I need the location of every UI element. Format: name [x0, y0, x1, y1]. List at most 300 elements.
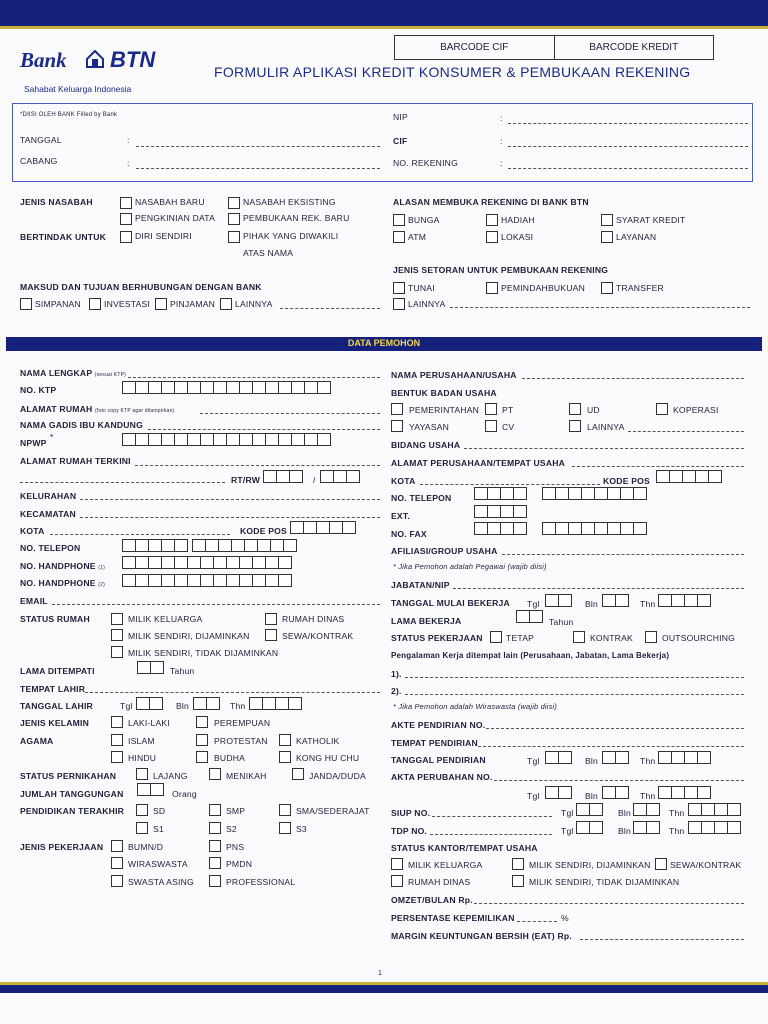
tagline: Sahabat Keluarga Indonesia [24, 84, 132, 94]
kodepos-usaha-cells[interactable] [656, 470, 721, 483]
bumn-checkbox[interactable] [111, 840, 123, 852]
setoran-lainnya-checkbox[interactable] [393, 298, 405, 310]
persen-sign: % [561, 913, 569, 923]
note-wiraswasta: * Jika Pemohon adalah Wiraswasta (wajib diisi) [393, 702, 557, 711]
tanggungan-cells[interactable] [137, 783, 163, 796]
nasabah-eksisting-label: NASABAH EKSISTING [243, 197, 336, 207]
maksud-lainnya-checkbox[interactable] [220, 298, 232, 310]
hp2-label-text: NO. HANDPHONE [20, 578, 96, 588]
milik-keluarga-checkbox[interactable] [111, 613, 123, 625]
outsourcing-checkbox[interactable] [645, 631, 657, 643]
colon: : [127, 158, 130, 168]
janda-checkbox[interactable] [292, 768, 304, 780]
tanggal-field[interactable] [136, 146, 380, 147]
orang-label: Orang [172, 789, 197, 799]
sd-label: SD [153, 806, 166, 816]
perusahaan-label: NAMA PERUSAHAAN/USAHA [391, 370, 517, 380]
house-logo-icon [86, 50, 104, 68]
akte-label: AKTE PENDIRIAN NO. [391, 720, 486, 730]
hadiah-label: HADIAH [501, 215, 535, 225]
kantor-milik-checkbox[interactable] [391, 858, 403, 870]
section-title: DATA PEMOHON [347, 338, 421, 348]
alamat-usaha-field[interactable] [572, 466, 744, 467]
omzet-rp: Rp. [458, 895, 473, 905]
tanggungan-label: JUMLAH TANGGUNGAN [20, 789, 124, 799]
outsourcing-label: OUTSOURCHING [662, 633, 736, 643]
swasta-asing-checkbox[interactable] [111, 875, 123, 887]
jenis-nasabah-label: JENIS NASABAH [20, 197, 93, 207]
alamat-note: (foto copy KTP agar dilampirkan) [95, 408, 175, 414]
tdp-label: TDP NO. [391, 826, 428, 836]
hp2-cells[interactable] [122, 574, 291, 587]
kelamin-label: JENIS KELAMIN [20, 718, 89, 728]
barcode-kredit-label: BARCODE KREDIT [554, 36, 714, 59]
katholik-checkbox[interactable] [279, 734, 291, 746]
telepon-cells-2[interactable] [192, 539, 296, 552]
badan-lainnya-label: LAINNYA [587, 422, 625, 432]
pembukaan-label: PEMBUKAAN REK. BARU [243, 213, 350, 223]
maksud-title: MAKSUD DAN TUJUAN BERHUBUNGAN DENGAN BANK [20, 282, 262, 292]
tdp-tgl-label: Tgl [561, 826, 574, 836]
pmdn-label: PMDN [226, 859, 253, 869]
siup-tgl-label: Tgl [561, 808, 574, 818]
tdp-thn-label: Thn [669, 826, 685, 836]
islam-checkbox[interactable] [111, 734, 123, 746]
tempat-pendirian-field[interactable] [478, 746, 744, 747]
siup-tgl-cells[interactable] [576, 803, 602, 816]
milik-tidak-label: MILIK SENDIRI, TIDAK DIJAMINKAN [128, 648, 279, 658]
tdp-tgl-cells[interactable] [576, 821, 602, 834]
status-kerja-label: STATUS PEKERJAAN [391, 633, 483, 643]
pemerintahan-label: PEMERINTAHAN [409, 405, 480, 415]
alamat-label-text: ALAMAT RUMAH [20, 404, 93, 414]
nasabah-baru-checkbox[interactable] [120, 197, 132, 209]
p1-label: 1). [391, 669, 402, 679]
hp2-note: (2) [98, 582, 105, 588]
pengalaman-2-field[interactable] [405, 694, 744, 695]
hp1-cells[interactable] [122, 556, 291, 569]
siup-bln-cells[interactable] [633, 803, 659, 816]
tetap-label: TETAP [506, 633, 535, 643]
logo-btn-text: BTN [110, 47, 156, 72]
tgl-lahir-label: TANGGAL LAHIR [20, 701, 93, 711]
tanggal-label: TANGGAL [20, 135, 62, 145]
bunga-checkbox[interactable] [393, 214, 405, 226]
laki-label: LAKI-LAKI [128, 718, 170, 728]
professional-checkbox[interactable] [209, 875, 221, 887]
kecamatan-field[interactable] [80, 517, 380, 518]
pihak-checkbox[interactable] [228, 231, 240, 243]
mulai-bln-cells[interactable] [602, 594, 628, 607]
status-kantor-label: STATUS KANTOR/TEMPAT USAHA [391, 843, 538, 853]
kantor-milik-label: MILIK KELUARGA [408, 860, 483, 870]
ext-cells[interactable] [474, 505, 526, 518]
ktp-cells[interactable] [122, 381, 330, 394]
pengalaman-1-field[interactable] [405, 677, 744, 678]
tempat-lahir-label: TEMPAT LAHIR [20, 684, 86, 694]
pendirian-tgl-cells[interactable] [545, 751, 571, 764]
barcode-box [394, 35, 714, 60]
top-banner [0, 0, 768, 26]
margin-label-text: MARGIN KEUNTUNGAN BERSIH (EAT) [391, 931, 555, 941]
perubahan-field[interactable] [494, 780, 744, 781]
tdp-field[interactable] [430, 834, 552, 835]
colon: : [127, 135, 130, 145]
no-rekening-field[interactable] [508, 168, 748, 169]
simpanan-checkbox[interactable] [20, 298, 32, 310]
nip-field[interactable] [508, 123, 748, 124]
siup-thn-cells[interactable] [688, 803, 740, 816]
kodepos-usaha-label: KODE POS [603, 476, 650, 486]
kantor-dinas-label: RUMAH DINAS [408, 877, 471, 887]
setoran-lainnya-field[interactable] [450, 307, 750, 308]
afiliasi-label: AFILIASI/GROUP USAHA [391, 546, 498, 556]
lokasi-checkbox[interactable] [486, 231, 498, 243]
syarat-label: SYARAT KREDIT [616, 215, 686, 225]
konghucu-checkbox[interactable] [279, 751, 291, 763]
s2-checkbox[interactable] [209, 822, 221, 834]
bumn-label: BUMN/D [128, 842, 164, 852]
protestan-label: PROTESTAN [214, 736, 268, 746]
thn-cells[interactable] [249, 697, 301, 710]
perempuan-label: PEREMPUAN [214, 718, 271, 728]
tgl-cells[interactable] [136, 697, 162, 710]
perubahan-thn-cells[interactable] [658, 786, 710, 799]
siup-field[interactable] [432, 816, 552, 817]
cif-label: CIF [393, 136, 408, 146]
siup-thn-label: Thn [669, 808, 685, 818]
pinjaman-checkbox[interactable] [155, 298, 167, 310]
laki-checkbox[interactable] [111, 716, 123, 728]
telepon-usaha-cells-1[interactable] [474, 487, 526, 500]
bank-use-box [12, 103, 753, 182]
pengkinian-checkbox[interactable] [120, 213, 132, 225]
slash: / [313, 475, 316, 485]
alamat-kini-label: ALAMAT RUMAH TERKINI [20, 456, 131, 466]
jabatan-field[interactable] [453, 588, 744, 589]
ktp-label: NO. KTP [20, 385, 57, 395]
email-field[interactable] [52, 604, 380, 605]
alamat-field[interactable] [200, 413, 380, 414]
bln-label: Bln [176, 701, 190, 711]
hp1-label-text: NO. HANDPHONE [20, 561, 96, 571]
pekerjaan-label: JENIS PEKERJAAN [20, 842, 104, 852]
swasta-asing-label: SWASTA ASING [128, 877, 194, 887]
colon: : [500, 136, 503, 146]
menikah-label: MENIKAH [226, 771, 267, 781]
margin-field[interactable] [580, 939, 744, 940]
kantor-milik-jamin-checkbox[interactable] [512, 858, 524, 870]
janda-label: JANDA/DUDA [309, 771, 366, 781]
pembukaan-checkbox[interactable] [228, 213, 240, 225]
koperasi-label: KOPERASI [673, 405, 719, 415]
fax-label: NO. FAX [391, 529, 427, 539]
alamat-usaha-label: ALAMAT PERUSAHAAN/TEMPAT USAHA [391, 458, 566, 468]
rt-cells[interactable] [263, 470, 302, 483]
pengkinian-label: PENGKINIAN DATA [135, 213, 216, 223]
hp2-label [20, 578, 105, 588]
s3-label: S3 [296, 824, 307, 834]
budha-checkbox[interactable] [196, 751, 208, 763]
colon: : [500, 113, 503, 123]
agama-label: AGAMA [20, 736, 54, 746]
npwp-star: * [50, 432, 54, 442]
omzet-label [391, 895, 473, 905]
sewa-label: SEWA/KONTRAK [282, 631, 354, 641]
perusahaan-field[interactable] [522, 378, 744, 379]
nasabah-eksisting-checkbox[interactable] [228, 197, 240, 209]
npwp-cells[interactable] [122, 433, 330, 446]
rw-cells[interactable] [320, 470, 359, 483]
lama-label: LAMA DITEMPATI [20, 666, 95, 676]
sma-label: SMA/SEDERAJAT [296, 806, 370, 816]
diri-sendiri-checkbox[interactable] [120, 231, 132, 243]
nama-label [20, 368, 126, 378]
perubahan-label: AKTA PERUBAHAN NO. [391, 772, 493, 782]
pendirian-bln-label: Bln [585, 756, 599, 766]
mulai-bln-label: Bln [585, 599, 599, 609]
pns-label: PNS [226, 842, 245, 852]
nama-note: (sesuai KTP) [94, 372, 126, 378]
tdp-thn-cells[interactable] [688, 821, 740, 834]
hindu-checkbox[interactable] [111, 751, 123, 763]
lajang-checkbox[interactable] [136, 768, 148, 780]
kota-usaha-label: KOTA [391, 476, 416, 486]
mulai-tgl-label: Tgl [527, 599, 540, 609]
tetap-checkbox[interactable] [490, 631, 502, 643]
perubahan-bln-label: Bln [585, 791, 599, 801]
cv-checkbox[interactable] [485, 420, 497, 432]
tdp-bln-cells[interactable] [633, 821, 659, 834]
ext-label: EXT. [391, 511, 410, 521]
menikah-checkbox[interactable] [209, 768, 221, 780]
bln-cells[interactable] [193, 697, 219, 710]
lama-bekerja-label: LAMA BEKERJA [391, 616, 462, 626]
atm-checkbox[interactable] [393, 231, 405, 243]
yayasan-label: YAYASAN [409, 422, 450, 432]
sd-checkbox[interactable] [136, 804, 148, 816]
setoran-title: JENIS SETORAN UNTUK PEMBUKAAN REKENING [393, 265, 609, 275]
hadiah-checkbox[interactable] [486, 214, 498, 226]
yayasan-checkbox[interactable] [391, 420, 403, 432]
no-rekening-label: NO. REKENING [393, 158, 458, 168]
logo-bank-text: Bank [20, 48, 67, 72]
islam-label: ISLAM [128, 736, 155, 746]
nikah-label: STATUS PERNIKAHAN [20, 771, 117, 781]
omzet-field[interactable] [474, 903, 744, 904]
kota-field[interactable] [50, 534, 230, 535]
rumah-dinas-checkbox[interactable] [265, 613, 277, 625]
omzet-label-text: OMZET/BULAN [391, 895, 456, 905]
section-bar [6, 337, 762, 351]
pmdn-checkbox[interactable] [209, 857, 221, 869]
ud-label: UD [587, 405, 600, 415]
fax-cells-1[interactable] [474, 522, 526, 535]
kodepos-cells[interactable] [290, 521, 355, 534]
pendirian-thn-cells[interactable] [658, 751, 710, 764]
badan-lainnya-field[interactable] [628, 431, 744, 432]
kota-usaha-field[interactable] [420, 484, 600, 485]
form-title: FORMULIR APLIKASI KREDIT KONSUMER & PEMBUKAAN REKENING [214, 64, 691, 80]
pemerintahan-checkbox[interactable] [391, 403, 403, 415]
persen-field[interactable] [517, 921, 557, 922]
protestan-checkbox[interactable] [196, 734, 208, 746]
p2-label: 2). [391, 686, 402, 696]
akte-field[interactable] [486, 728, 744, 729]
kelurahan-field[interactable] [80, 499, 380, 500]
badan-lainnya-checkbox[interactable] [569, 420, 581, 432]
kecamatan-label: KECAMATAN [20, 509, 76, 519]
pendirian-tgl-label: Tgl [527, 756, 540, 766]
alamat-label [20, 404, 174, 414]
lama-bekerja-cells[interactable] [516, 610, 542, 623]
telepon-usaha-label: NO. TELEPON [391, 493, 452, 503]
kantor-milik-tidak-label: MILIK SENDIRI, TIDAK DIJAMINKAN [529, 877, 680, 887]
tempat-lahir-field[interactable] [85, 692, 380, 693]
alasan-title: ALASAN MEMBUKA REKENING DI BANK BTN [393, 197, 589, 207]
transfer-checkbox[interactable] [601, 282, 613, 294]
bidang-field[interactable] [464, 448, 744, 449]
diri-sendiri-label: DIRI SENDIRI [135, 231, 192, 241]
barcode-cif-label: BARCODE CIF [440, 42, 509, 53]
bunga-label: BUNGA [408, 215, 440, 225]
rtrw-label: RT/RW [231, 475, 261, 485]
setoran-lainnya-label: LAINNYA [408, 299, 446, 309]
ibu-label: NAMA GADIS IBU KANDUNG [20, 420, 143, 430]
pengalaman-label: Pengalaman Kerja ditempat lain (Perusahaan, Jabatan, Lama Bekerja) [391, 651, 670, 660]
fax-cells-2[interactable] [542, 522, 646, 535]
kantor-milik-jamin-label: MILIK SENDIRI, DIJAMINKAN [529, 860, 651, 870]
ibu-field[interactable] [148, 429, 380, 430]
status-rumah-label: STATUS RUMAH [20, 614, 90, 624]
pinjaman-label: PINJAMAN [170, 299, 216, 309]
smp-label: SMP [226, 806, 246, 816]
hp1-label [20, 561, 105, 571]
alamat-kini-field-2[interactable] [20, 482, 225, 483]
maksud-lainnya-label: LAINNYA [235, 299, 273, 309]
cabang-label: CABANG [20, 156, 58, 166]
milik-jamin-checkbox[interactable] [111, 629, 123, 641]
kantor-milik-tidak-checkbox[interactable] [512, 875, 524, 887]
kontrak-label: KONTRAK [590, 633, 633, 643]
tahun-label: Tahun [170, 666, 195, 676]
milik-jamin-label: MILIK SENDIRI, DIJAMINKAN [128, 631, 250, 641]
nasabah-baru-label: NASABAH BARU [135, 197, 205, 207]
jabatan-label: JABATAN/NIP [391, 580, 450, 590]
layanan-label: LAYANAN [616, 232, 657, 242]
alamat-kini-field[interactable] [135, 465, 380, 466]
konghucu-label: KONG HU CHU [296, 753, 360, 763]
perempuan-checkbox[interactable] [196, 716, 208, 728]
kelurahan-label: KELURAHAN [20, 491, 77, 501]
layanan-checkbox[interactable] [601, 231, 613, 243]
cv-label: CV [502, 422, 515, 432]
email-label: EMAIL [20, 596, 48, 606]
transfer-label: TRANSFER [616, 283, 664, 293]
sma-checkbox[interactable] [279, 804, 291, 816]
budha-label: BUDHA [214, 753, 246, 763]
bidang-label: BIDANG USAHA [391, 440, 461, 450]
lama-cells[interactable] [137, 661, 163, 674]
tempat-pendirian-label: TEMPAT PENDIRIAN [391, 738, 478, 748]
cabang-field[interactable] [136, 168, 380, 169]
bertindak-label: BERTINDAK UNTUK [20, 232, 107, 242]
pemindah-checkbox[interactable] [486, 282, 498, 294]
tdp-bln-label: Bln [618, 826, 632, 836]
colon: : [500, 158, 503, 168]
mulai-thn-cells[interactable] [658, 594, 710, 607]
pt-label: PT [502, 405, 514, 415]
telepon-cells-1[interactable] [122, 539, 187, 552]
pendidikan-label: PENDIDIKAN TERAKHIR [20, 806, 125, 816]
mulai-tgl-cells[interactable] [545, 594, 571, 607]
note-pegawai: * Jika Pemohon adalah Pegawai (wajib diisi) [393, 562, 547, 571]
mulai-thn-label: Thn [640, 599, 656, 609]
page-number: 1 [378, 970, 383, 977]
milik-tidak-checkbox[interactable] [111, 646, 123, 658]
syarat-checkbox[interactable] [601, 214, 613, 226]
milik-keluarga-label: MILIK KELUARGA [128, 614, 203, 624]
tunai-checkbox[interactable] [393, 282, 405, 294]
smp-checkbox[interactable] [209, 804, 221, 816]
telepon-label: NO. TELEPON [20, 543, 81, 553]
nip-label: NIP [393, 112, 408, 122]
kodepos-label: KODE POS [240, 526, 287, 536]
bank-note: *DIISI OLEH BANK Filled by Bank [20, 112, 118, 118]
persen-label: PERSENTASE KEPEMILIKAN [391, 913, 515, 923]
kantor-sewa-checkbox[interactable] [655, 858, 667, 870]
kantor-dinas-checkbox[interactable] [391, 875, 403, 887]
ud-checkbox[interactable] [569, 403, 581, 415]
pns-checkbox[interactable] [209, 840, 221, 852]
perubahan-thn-label: Thn [640, 791, 656, 801]
s1-checkbox[interactable] [136, 822, 148, 834]
afiliasi-field[interactable] [502, 554, 744, 555]
atm-label: ATM [408, 232, 427, 242]
pihak-label: PIHAK YANG DIWAKILI [243, 231, 339, 241]
kontrak-checkbox[interactable] [573, 631, 585, 643]
maksud-lainnya-field[interactable] [280, 308, 380, 309]
wiraswasta-checkbox[interactable] [111, 857, 123, 869]
margin-label [391, 931, 572, 941]
pendirian-thn-label: Thn [640, 756, 656, 766]
pt-checkbox[interactable] [485, 403, 497, 415]
tgl-pendirian-label: TANGGAL PENDIRIAN [391, 755, 486, 765]
hindu-label: HINDU [128, 753, 157, 763]
nama-field[interactable] [128, 377, 380, 378]
sewa-checkbox[interactable] [265, 629, 277, 641]
cif-field[interactable] [508, 146, 748, 147]
koperasi-checkbox[interactable] [656, 403, 668, 415]
katholik-label: KATHOLIK [296, 736, 340, 746]
badan-label: BENTUK BADAN USAHA [391, 388, 497, 398]
simpanan-label: SIMPANAN [35, 299, 81, 309]
lama-bekerja-tahun: Tahun [549, 617, 574, 627]
s1-label: S1 [153, 824, 164, 834]
investasi-checkbox[interactable] [89, 298, 101, 310]
perubahan-tgl-label: Tgl [527, 791, 540, 801]
pendirian-bln-cells[interactable] [602, 751, 628, 764]
perubahan-tgl-cells[interactable] [545, 786, 571, 799]
s3-checkbox[interactable] [279, 822, 291, 834]
tunai-label: TUNAI [408, 283, 435, 293]
thn-label: Thn [230, 701, 246, 711]
perubahan-bln-cells[interactable] [602, 786, 628, 799]
telepon-usaha-cells-2[interactable] [542, 487, 646, 500]
lokasi-label: LOKASI [501, 232, 534, 242]
investasi-label: INVESTASI [104, 299, 151, 309]
lajang-label: LAJANG [153, 771, 188, 781]
